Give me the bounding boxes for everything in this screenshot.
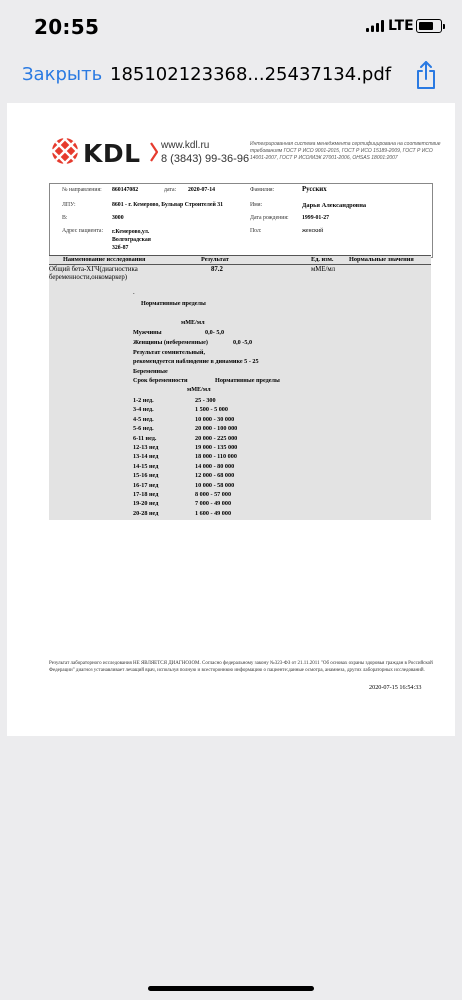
week-term: 12-13 нед [133, 444, 159, 451]
week-range: 12 000 - 68 000 [195, 472, 235, 480]
status-bar [0, 0, 462, 54]
norms-col-term: Срок беременности [133, 377, 188, 384]
surname-label: Фамилия: [250, 187, 275, 193]
col-result: Результат [201, 256, 229, 263]
week-range: 18 000 - 110 000 [195, 453, 237, 461]
results-table [49, 255, 431, 520]
share-icon[interactable] [414, 60, 438, 90]
week-term: 5-6 нед. [133, 425, 154, 433]
week-range: 25 - 300 [195, 397, 216, 404]
brand-website: www.kdl.ru [161, 140, 210, 151]
norms-unit-2: мМЕ/мл [187, 386, 211, 393]
nav-bar [0, 54, 462, 98]
address-label: Адрес пациента: [62, 228, 104, 234]
norms-pregnant: Беременные [133, 368, 168, 375]
col-name: Наименование исследования [63, 256, 146, 263]
week-term: 14-15 нед [133, 462, 159, 470]
week-range: 20 000 - 225 000 [195, 434, 238, 442]
week-term: 3-4 нед. [133, 406, 154, 414]
week-range: 20 000 - 100 000 [195, 425, 238, 433]
date-label: дата: [164, 187, 177, 193]
week-term: 4-5 нед. [133, 415, 154, 423]
patient-header [49, 183, 433, 258]
week-range: 19 000 - 135 000 [195, 444, 238, 451]
norms-women-value: 0,0 -5,0 [233, 339, 253, 346]
brand-phone: 8 (3843) 99-36-96 [161, 153, 250, 165]
brand-name: KDL [83, 139, 141, 168]
norms-doubt-2: рекомендуется наблюдение в динамике 5 - 25 [133, 358, 259, 365]
referral-label: № направления: [62, 187, 102, 193]
v-label: В: [62, 215, 68, 221]
week-term: 13-14 нед [133, 453, 159, 461]
surname-value: Русских [302, 186, 327, 193]
result-unit: мМЕ/мл [311, 266, 336, 273]
lpu-label: ЛПУ: [62, 202, 76, 208]
network-label: LTE [388, 18, 414, 34]
week-term: 17-18 нед [133, 491, 159, 498]
lpu-value: 8601 - г. Кемерово, Бульвар Строителей 31 [112, 202, 224, 208]
week-term: 1-2 нед. [133, 397, 154, 404]
norms-doubt-1: Результат сомнительный, [133, 349, 205, 356]
close-button[interactable]: Закрыть [22, 64, 103, 85]
norms-col-limits: Нормативные пределы [215, 377, 280, 384]
norms-title: Нормативные пределы [141, 300, 206, 307]
name-label: Имя: [250, 202, 263, 208]
result-test-name: Общий бета-ХГЧ(диагностика беременности,онкомаркер) [49, 266, 138, 281]
disclaimer: Результат лабораторного исследования НЕ ЯВЛЯЕТСЯ ДИАГНОЗОМ. Согласно федеральному закону №323-ФЗ от 21.11.2011 "Об основах охраны здоровья граждан в Российской Федерации" диагноз устанавливает лечащий врач, используя полную и всестороннюю информацию о пациенте:данные осмотра, анамнеза, других лабораторных исследований. [49, 661, 433, 673]
norms-men: Мужчины [133, 329, 162, 336]
document-title: 185102123368...25437134.pdf [110, 64, 392, 85]
norms-unit: мМЕ/мл [181, 319, 205, 326]
dob-label: Дата рождения: [250, 215, 289, 221]
clock: 20:55 [34, 15, 100, 39]
v-value: 3000 [112, 215, 124, 221]
kdl-logo-icon [51, 137, 79, 165]
sex-value: женский [302, 228, 324, 234]
dot-mark: . [133, 289, 135, 296]
week-range: 10 000 - 30 000 [195, 415, 235, 423]
certification-text: Интегрированная система менеджмента сертифицирована на соответствие требованиям ГОСТ Р ИСО 9001-2015, ГОСТ Р ИСО 15189-2009, ГОСТ Р ИСО 14001-2007, ГОСТ Р ИСО/МЭК 27001-2006, OHSAS 18001:2007 [250, 141, 441, 161]
week-term: 16-17 нед [133, 481, 159, 489]
norms-men-value: 0,0- 5,0 [205, 329, 225, 336]
dob-value: 1999-01-27 [302, 215, 330, 221]
week-term: 6-11 нед. [133, 434, 157, 442]
week-range: 10 000 - 58 000 [195, 481, 235, 489]
week-range: 1 600 - 49 000 [195, 509, 232, 517]
week-range: 8 000 - 57 000 [195, 491, 232, 498]
print-timestamp: 2020-07-15 16:54:33 [369, 684, 422, 691]
signal-icon [366, 20, 384, 32]
pdf-page [7, 103, 455, 736]
name-value: Дарья Александровна [302, 202, 367, 209]
week-range: 14 000 - 80 000 [195, 462, 235, 470]
week-range: 7 000 - 49 000 [195, 500, 232, 508]
sex-label: Пол: [250, 228, 262, 234]
date-value: 2020-07-14 [188, 187, 216, 193]
address-value: г.Кемерово,ул. Волгоградская 32б-87 [112, 229, 151, 251]
chevron-right-icon [150, 142, 158, 162]
week-range: 1 500 - 5 000 [195, 406, 228, 414]
result-value: 87.2 [211, 266, 223, 273]
col-norm: Нормальные значения [349, 256, 414, 263]
referral-value: 860147082 [112, 187, 139, 193]
week-term: 15-16 нед [133, 472, 159, 480]
week-term: 20-28 нед [133, 509, 159, 517]
norms-women: Женщины (небеременные) [133, 339, 208, 346]
week-term: 19-20 нед [133, 500, 159, 508]
col-unit: Ед. изм. [311, 256, 334, 263]
home-indicator[interactable] [148, 986, 314, 991]
battery-icon [416, 19, 442, 33]
